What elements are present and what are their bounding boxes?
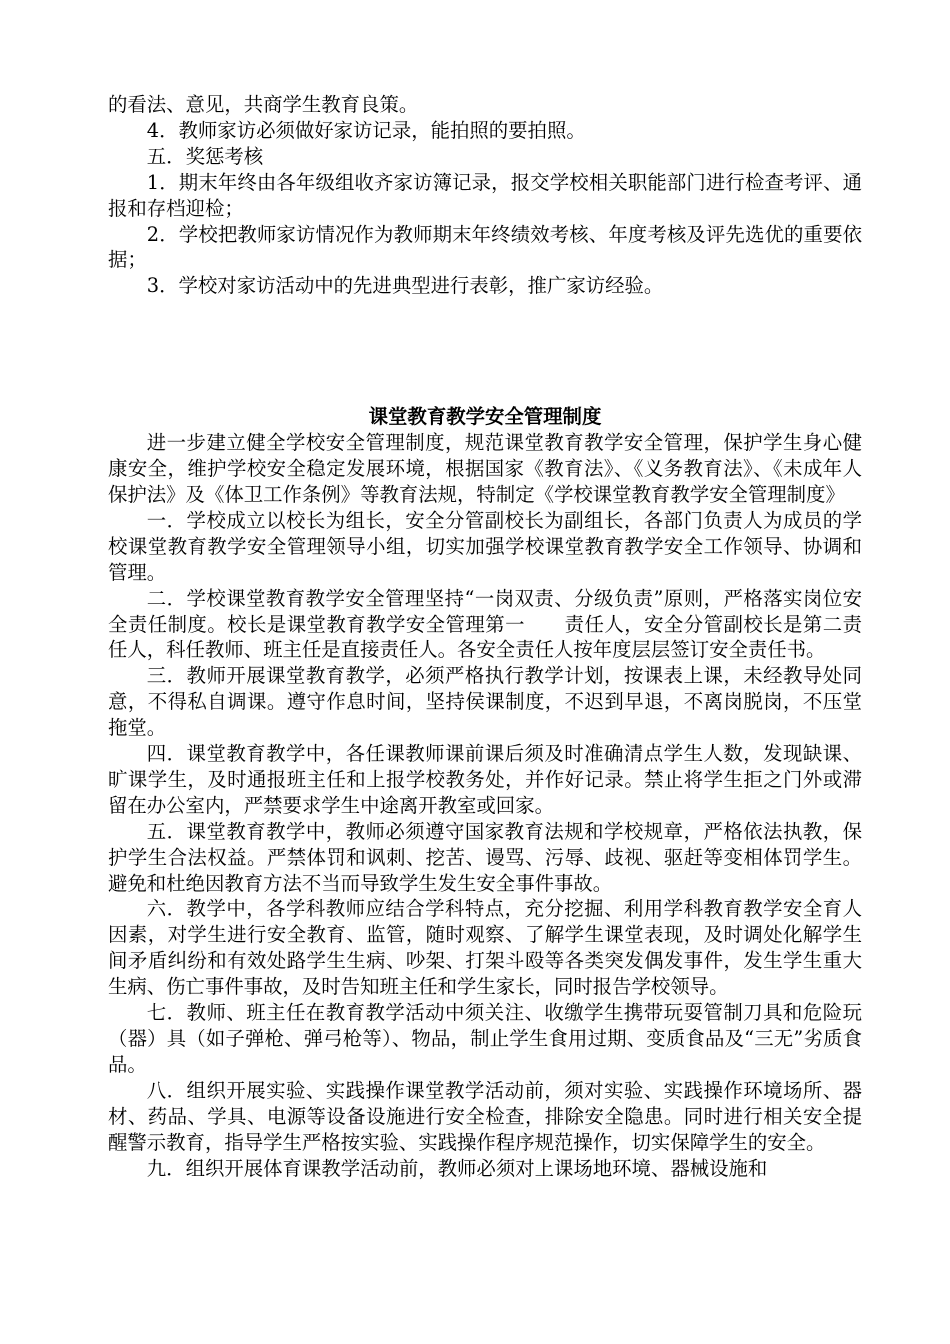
paragraph-item-4: 4．教师家访必须做好家访记录，能拍照的要拍照。 (146, 118, 586, 142)
paragraph-rule-1: 一．学校成立以校长为组长，安全分管副校长为副组长，各部门负责人为成员的学校课堂教育教学安全管理领导小组，切实加强学校课堂教育教学安全工作领导、协调和管理。 (108, 508, 862, 584)
paragraph-rule-7: 七．教师、班主任在教育教学活动中须关注、收缴学生携带玩耍管制刀具和危险玩（器）具（如子弹枪、弹弓枪等）、物品，制止学生食用过期、变质食品及“三无”劣质食品。 (108, 1001, 862, 1076)
section-gap (108, 299, 862, 404)
paragraph-rule-4: 四．课堂教育教学中，各任课教师课前课后须及时准确清点学生人数，发现缺课、旷课学生，及时通报班主任和上报学校教务处，并作好记录。禁止将学生拒之门外或滞留在办公室内，严禁要求学生中途离开教室或回家。 (108, 742, 862, 817)
paragraph-reward-3: 3．学校对家访活动中的先进典型进行表彰，推广家访经验。 (146, 274, 664, 298)
document-title: 课堂教育教学安全管理制度 (368, 405, 602, 429)
paragraph-rule-6: 六．教学中，各学科教师应结合学科特点，充分挖掘、利用学科教育教学安全育人因素，对学生进行安全教育、监管，随时观察、了解学生课堂表现，及时调处化解学生间矛盾纠纷和有效处路学生生病、吵架、打架斗殴等各类突发偶发事件，发生学生重大生病、伤亡事件事故，及时告知班主任和学生家长，同时报告学校领导。 (108, 897, 862, 999)
document-page (108, 92, 862, 1181)
section-heading-rewards: 五．奖惩考核 (146, 144, 264, 168)
paragraph-rule-9: 九．组织开展体育课教学活动前，教师必须对上课场地环境、器械设施和 (146, 1156, 768, 1180)
paragraph-intro: 进一步建立健全学校安全管理制度，规范课堂教育教学安全管理，保护学生身心健康安全，维护学校安全稳定发展环境，根据国家《教育法》、《义务教育法》、《未成年人保护法》及《体卫工作条例》等教育法规，特制定《学校课堂教育教学安全管理制度》 (108, 431, 862, 506)
paragraph-reward-2: 2．学校把教师家访情况作为教师期末年终绩效考核、年度考核及评先选优的重要依据； (108, 222, 862, 272)
paragraph-rule-5: 五．课堂教育教学中，教师必须遵守国家教育法规和学校规章，严格依法执教，保护学生合法权益。严禁体罚和讽刺、挖苦、谩骂、污辱、歧视、驱赶等变相体罚学生。避免和杜绝因教育方法不当而导致学生发生安全事件事故。 (108, 819, 862, 895)
paragraph-rule-8: 八．组织开展实验、实践操作课堂教学活动前，须对实验、实践操作环境场所、器材、药品、学具、电源等设备设施进行安全检查，排除安全隐患。同时进行相关安全提醒警示教育，指导学生严格按实验、实践操作程序规范操作，切实保障学生的安全。 (108, 1078, 862, 1154)
paragraph-reward-1: 1．期末年终由各年级组收齐家访簿记录，报交学校相关职能部门进行检查考评、通报和存档迎检； (108, 170, 862, 220)
paragraph-rule-3: 三．教师开展课堂教育教学，必须严格执行教学计划，按课表上课，未经教导处同意，不得私自调课。遵守作息时间，坚持侯课制度，不迟到早退，不离岗脱岗，不压堂拖堂。 (108, 664, 862, 740)
paragraph-continuation: 的看法、意见，共商学生教育良策。 (108, 93, 419, 116)
paragraph-rule-2: 二．学校课堂教育教学安全管理坚持“一岗双责、分级负责”原则，严格落实岗位安全责任制度。校长是课堂教育教学安全管理第一 责任人，安全分管副校长是第二责任人，科任教师、班主任是直接责任人。各安全责任人按年度层层签订安全责任书。 (108, 586, 862, 662)
